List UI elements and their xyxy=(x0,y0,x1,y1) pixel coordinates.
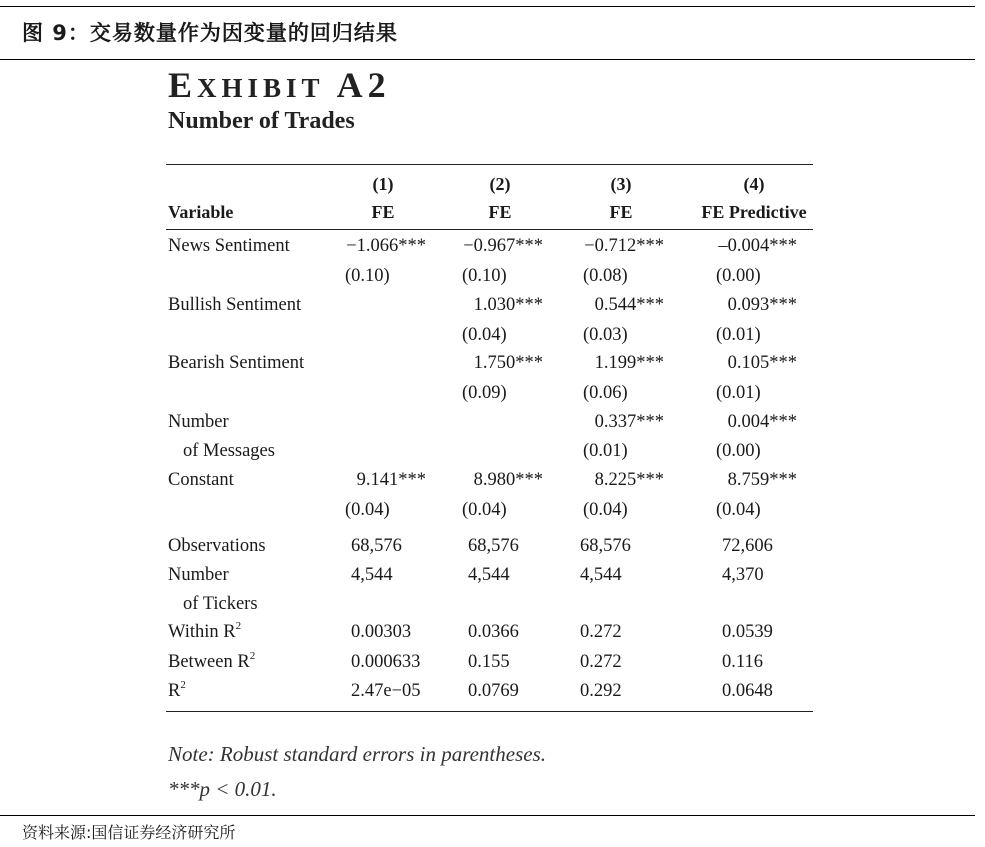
row-label-continuation: of Messages xyxy=(183,441,275,461)
stat-value-cell: 4,544 xyxy=(468,565,510,585)
exhibit-word: XHIBIT xyxy=(197,73,325,103)
stat-value-cell: 72,606 xyxy=(722,536,773,556)
stat-value-cell: 68,576 xyxy=(580,536,631,556)
column-number: (3) xyxy=(610,174,632,194)
column-model: FE xyxy=(488,202,512,222)
column-number: (2) xyxy=(489,174,511,194)
coefficient-cell: 0.105*** xyxy=(727,353,797,373)
stat-label-text: Within R xyxy=(168,622,236,642)
stat-value-cell: 4,370 xyxy=(722,565,764,585)
stat-value-cell: 0.116 xyxy=(722,652,763,672)
stat-value-cell: 0.272 xyxy=(580,622,622,642)
exhibit-initial: E xyxy=(168,65,198,105)
std-error-cell: (0.04) xyxy=(716,500,761,520)
row-label-text: Bullish Sentiment xyxy=(168,295,302,315)
table-bottom-rule xyxy=(166,711,813,712)
superscript: 2 xyxy=(249,650,256,662)
std-error-cell: (0.03) xyxy=(583,325,628,345)
column-number: (4) xyxy=(743,174,765,194)
stat-value-cell: 0.155 xyxy=(468,652,510,672)
column-model: FE xyxy=(609,202,633,222)
std-error-cell: (0.09) xyxy=(462,383,507,403)
source-note: 资料来源:国信证券经济研究所 xyxy=(22,823,236,842)
coefficient-cell: 1.750*** xyxy=(473,353,543,373)
stat-value-cell: 68,576 xyxy=(351,536,402,556)
std-error-cell: (0.01) xyxy=(583,441,628,461)
coefficient-cell: 0.544*** xyxy=(594,295,664,315)
stat-label xyxy=(168,565,258,615)
stat-value-cell: 68,576 xyxy=(468,536,519,556)
source-rule xyxy=(0,815,975,816)
stat-label-continuation: of Tickers xyxy=(183,594,258,614)
table-header-rule xyxy=(166,229,813,230)
stat-value-cell: 0.0539 xyxy=(722,622,773,642)
stat-value-cell: 0.292 xyxy=(580,681,622,701)
row-label xyxy=(168,353,304,374)
column-model: FE xyxy=(371,202,395,222)
stat-value-cell: 0.0769 xyxy=(468,681,519,701)
figure-title: 图 9：交易数量作为因变量的回归结果 xyxy=(22,21,398,45)
table-subtitle: Number of Trades xyxy=(168,108,355,134)
table-top-rule xyxy=(166,164,813,165)
coefficient-cell: 1.199*** xyxy=(594,353,664,373)
coefficient-cell: 8.759*** xyxy=(727,470,797,490)
coefficient-cell: 0.004*** xyxy=(727,412,797,432)
std-error-cell: (0.01) xyxy=(716,325,761,345)
std-error-cell: (0.00) xyxy=(716,266,761,286)
coefficient-cell: −0.712*** xyxy=(584,236,664,256)
coefficient-cell: 0.337*** xyxy=(594,412,664,432)
std-error-cell: (0.04) xyxy=(462,325,507,345)
row-label-text: Number xyxy=(168,412,229,432)
coefficient-cell: −1.066*** xyxy=(346,236,426,256)
std-error-cell: (0.04) xyxy=(345,500,390,520)
coefficient-cell: −0.967*** xyxy=(463,236,543,256)
column-model: FE Predictive xyxy=(701,202,807,222)
coefficient-cell: –0.004*** xyxy=(718,236,797,256)
row-label-text: News Sentiment xyxy=(168,236,290,256)
exhibit-label xyxy=(168,64,391,106)
stat-label-text: Observations xyxy=(168,536,266,556)
variable-header: Variable xyxy=(168,202,234,222)
stat-label-text: R xyxy=(168,681,181,701)
stat-value-cell: 0.0648 xyxy=(722,681,773,701)
figure-header xyxy=(0,6,975,60)
coefficient-cell: 8.225*** xyxy=(594,470,664,490)
coefficient-cell: 1.030*** xyxy=(473,295,543,315)
stat-label xyxy=(168,622,241,643)
stat-value-cell: 4,544 xyxy=(351,565,393,585)
stat-value-cell: 4,544 xyxy=(580,565,622,585)
std-error-cell: (0.06) xyxy=(583,383,628,403)
table-note: Note: Robust standard errors in parentheses. xyxy=(168,742,546,766)
std-error-cell: (0.08) xyxy=(583,266,628,286)
coefficient-cell: 0.093*** xyxy=(727,295,797,315)
superscript: 2 xyxy=(235,620,242,632)
std-error-cell: (0.10) xyxy=(462,266,507,286)
stat-value-cell: 0.00303 xyxy=(351,622,412,642)
stat-label xyxy=(168,536,266,557)
stat-label xyxy=(168,681,186,702)
stat-value-cell: 0.0366 xyxy=(468,622,519,642)
row-label xyxy=(168,295,301,316)
std-error-cell: (0.01) xyxy=(716,383,761,403)
row-label-text: Constant xyxy=(168,470,234,490)
std-error-cell: (0.04) xyxy=(583,500,628,520)
row-label xyxy=(168,470,234,491)
stat-value-cell: 0.272 xyxy=(580,652,622,672)
column-number: (1) xyxy=(372,174,394,194)
row-label xyxy=(168,236,290,257)
significance-note: ***p < 0.01. xyxy=(168,777,277,801)
stat-label-text: Between R xyxy=(168,652,250,672)
stat-label xyxy=(168,652,255,673)
stat-value-cell: 2.47e−05 xyxy=(351,681,421,701)
row-label-text: Bearish Sentiment xyxy=(168,353,305,373)
stat-label-text: Number xyxy=(168,565,229,585)
superscript: 2 xyxy=(180,679,186,691)
std-error-cell: (0.10) xyxy=(345,266,390,286)
std-error-cell: (0.04) xyxy=(462,500,507,520)
coefficient-cell: 8.980*** xyxy=(473,470,543,490)
stat-value-cell: 0.000633 xyxy=(351,652,421,672)
exhibit-id: A2 xyxy=(336,65,391,105)
coefficient-cell: 9.141*** xyxy=(356,470,426,490)
row-label xyxy=(168,412,275,462)
std-error-cell: (0.00) xyxy=(716,441,761,461)
